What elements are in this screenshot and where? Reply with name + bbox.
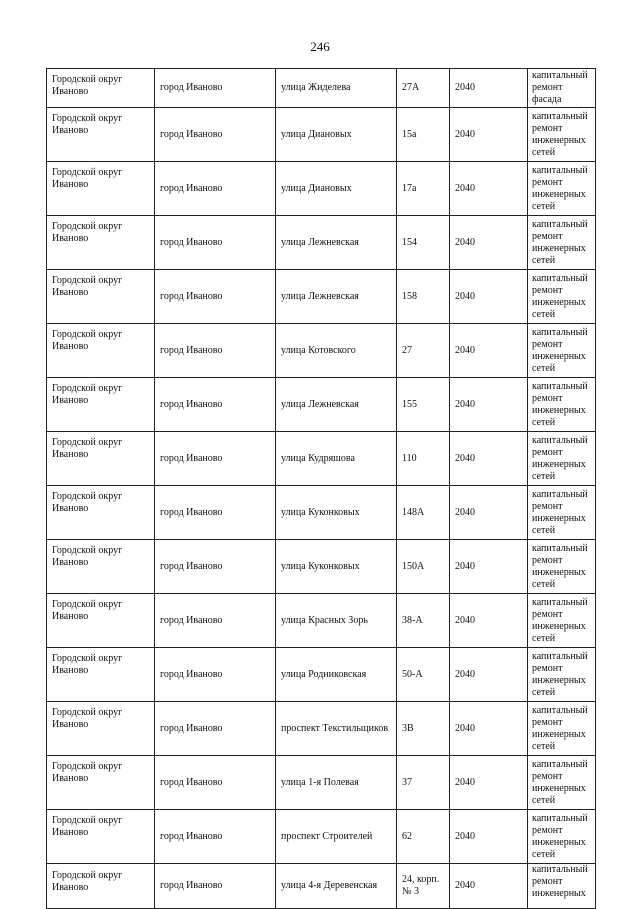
district-cell: Городской округ Иваново bbox=[47, 648, 155, 702]
work-type-cell: капитальный ремонт инженерных сетей bbox=[528, 648, 596, 702]
table-row bbox=[47, 432, 596, 486]
street-cell: улица 4-я Деревенская bbox=[276, 864, 397, 909]
house-number-cell: 17а bbox=[397, 162, 450, 216]
street-cell: проспект Текстильщиков bbox=[276, 702, 397, 756]
city-cell: город Иваново bbox=[155, 378, 276, 432]
work-type-cell: капитальный ремонт инженерных сетей bbox=[528, 486, 596, 540]
street-cell: улица Жиделева bbox=[276, 69, 397, 108]
street-cell: улица Родниковская bbox=[276, 648, 397, 702]
year-cell: 2040 bbox=[450, 810, 528, 864]
city-cell: город Иваново bbox=[155, 216, 276, 270]
table-row bbox=[47, 270, 596, 324]
table-row bbox=[47, 486, 596, 540]
city-cell: город Иваново bbox=[155, 540, 276, 594]
street-cell: улица Лежневская bbox=[276, 378, 397, 432]
table-row bbox=[47, 162, 596, 216]
street-cell: улица 1-я Полевая bbox=[276, 756, 397, 810]
street-cell: проспект Строителей bbox=[276, 810, 397, 864]
city-cell: город Иваново bbox=[155, 810, 276, 864]
city-cell: город Иваново bbox=[155, 432, 276, 486]
work-type-cell: капитальный ремонт инженерных сетей bbox=[528, 594, 596, 648]
street-cell: улица Красных Зорь bbox=[276, 594, 397, 648]
house-number-cell: 110 bbox=[397, 432, 450, 486]
street-cell: улица Котовского bbox=[276, 324, 397, 378]
district-cell: Городской округ Иваново bbox=[47, 162, 155, 216]
street-cell: улица Лежневская bbox=[276, 216, 397, 270]
district-cell: Городской округ Иваново bbox=[47, 486, 155, 540]
year-cell: 2040 bbox=[450, 702, 528, 756]
district-cell: Городской округ Иваново bbox=[47, 216, 155, 270]
city-cell: город Иваново bbox=[155, 270, 276, 324]
table-row bbox=[47, 810, 596, 864]
page-number: 246 bbox=[310, 39, 330, 54]
house-number-cell: 62 bbox=[397, 810, 450, 864]
city-cell: город Иваново bbox=[155, 756, 276, 810]
district-cell: Городской округ Иваново bbox=[47, 378, 155, 432]
work-type-cell: капитальный ремонт инженерных сетей bbox=[528, 162, 596, 216]
work-type-cell: капитальный ремонт инженерных сетей bbox=[528, 810, 596, 864]
year-cell: 2040 bbox=[450, 162, 528, 216]
house-number-cell: 27А bbox=[397, 69, 450, 108]
table-row bbox=[47, 648, 596, 702]
street-cell: улица Диановых bbox=[276, 108, 397, 162]
city-cell: город Иваново bbox=[155, 702, 276, 756]
year-cell: 2040 bbox=[450, 216, 528, 270]
house-number-cell: 3В bbox=[397, 702, 450, 756]
city-cell: город Иваново bbox=[155, 594, 276, 648]
work-type-cell: капитальный ремонт инженерных сетей bbox=[528, 108, 596, 162]
work-type-cell: капитальный ремонт инженерных сетей bbox=[528, 756, 596, 810]
district-cell: Городской округ Иваново bbox=[47, 540, 155, 594]
city-cell: город Иваново bbox=[155, 864, 276, 909]
house-number-cell: 37 bbox=[397, 756, 450, 810]
year-cell: 2040 bbox=[450, 486, 528, 540]
house-number-cell: 27 bbox=[397, 324, 450, 378]
table-row bbox=[47, 540, 596, 594]
district-cell: Городской округ Иваново bbox=[47, 594, 155, 648]
year-cell: 2040 bbox=[450, 594, 528, 648]
city-cell: город Иваново bbox=[155, 324, 276, 378]
work-type-cell: капитальный ремонт фасада bbox=[528, 69, 596, 108]
year-cell: 2040 bbox=[450, 864, 528, 909]
year-cell: 2040 bbox=[450, 324, 528, 378]
table-row bbox=[47, 594, 596, 648]
district-cell: Городской округ Иваново bbox=[47, 69, 155, 108]
table-row bbox=[47, 216, 596, 270]
table-body bbox=[47, 69, 596, 909]
house-number-cell: 155 bbox=[397, 378, 450, 432]
year-cell: 2040 bbox=[450, 378, 528, 432]
work-type-cell: капитальный ремонт инженерных сетей bbox=[528, 702, 596, 756]
house-number-cell: 154 bbox=[397, 216, 450, 270]
work-type-cell: капитальный ремонт инженерных сетей bbox=[528, 216, 596, 270]
table-row bbox=[47, 324, 596, 378]
city-cell: город Иваново bbox=[155, 108, 276, 162]
table-row bbox=[47, 756, 596, 810]
work-type-cell: капитальный ремонт инженерных сетей bbox=[528, 432, 596, 486]
street-cell: улица Диановых bbox=[276, 162, 397, 216]
table-row bbox=[47, 702, 596, 756]
work-type-cell: капитальный ремонт инженерных сетей bbox=[528, 324, 596, 378]
street-cell: улица Куконковых bbox=[276, 486, 397, 540]
district-cell: Городской округ Иваново bbox=[47, 324, 155, 378]
housing-repair-table bbox=[46, 68, 596, 909]
table-row bbox=[47, 108, 596, 162]
city-cell: город Иваново bbox=[155, 162, 276, 216]
table-row bbox=[47, 378, 596, 432]
house-number-cell: 50-А bbox=[397, 648, 450, 702]
house-number-cell: 158 bbox=[397, 270, 450, 324]
street-cell: улица Куконковых bbox=[276, 540, 397, 594]
year-cell: 2040 bbox=[450, 108, 528, 162]
table-row bbox=[47, 69, 596, 108]
district-cell: Городской округ Иваново bbox=[47, 864, 155, 909]
house-number-cell: 38-А bbox=[397, 594, 450, 648]
district-cell: Городской округ Иваново bbox=[47, 756, 155, 810]
year-cell: 2040 bbox=[450, 756, 528, 810]
work-type-cell: капитальный ремонт инженерных bbox=[528, 864, 596, 909]
table-row bbox=[47, 864, 596, 909]
year-cell: 2040 bbox=[450, 648, 528, 702]
work-type-cell: капитальный ремонт инженерных сетей bbox=[528, 540, 596, 594]
district-cell: Городской округ Иваново bbox=[47, 432, 155, 486]
street-cell: улица Кудряшова bbox=[276, 432, 397, 486]
city-cell: город Иваново bbox=[155, 69, 276, 108]
work-type-cell: капитальный ремонт инженерных сетей bbox=[528, 270, 596, 324]
city-cell: город Иваново bbox=[155, 486, 276, 540]
district-cell: Городской округ Иваново bbox=[47, 702, 155, 756]
house-number-cell: 150А bbox=[397, 540, 450, 594]
house-number-cell: 148А bbox=[397, 486, 450, 540]
work-type-cell: капитальный ремонт инженерных сетей bbox=[528, 378, 596, 432]
city-cell: город Иваново bbox=[155, 648, 276, 702]
district-cell: Городской округ Иваново bbox=[47, 108, 155, 162]
district-cell: Городской округ Иваново bbox=[47, 810, 155, 864]
year-cell: 2040 bbox=[450, 432, 528, 486]
house-number-cell: 15а bbox=[397, 108, 450, 162]
year-cell: 2040 bbox=[450, 540, 528, 594]
year-cell: 2040 bbox=[450, 270, 528, 324]
house-number-cell: 24, корп. № 3 bbox=[397, 864, 450, 909]
district-cell: Городской округ Иваново bbox=[47, 270, 155, 324]
street-cell: улица Лежневская bbox=[276, 270, 397, 324]
year-cell: 2040 bbox=[450, 69, 528, 108]
